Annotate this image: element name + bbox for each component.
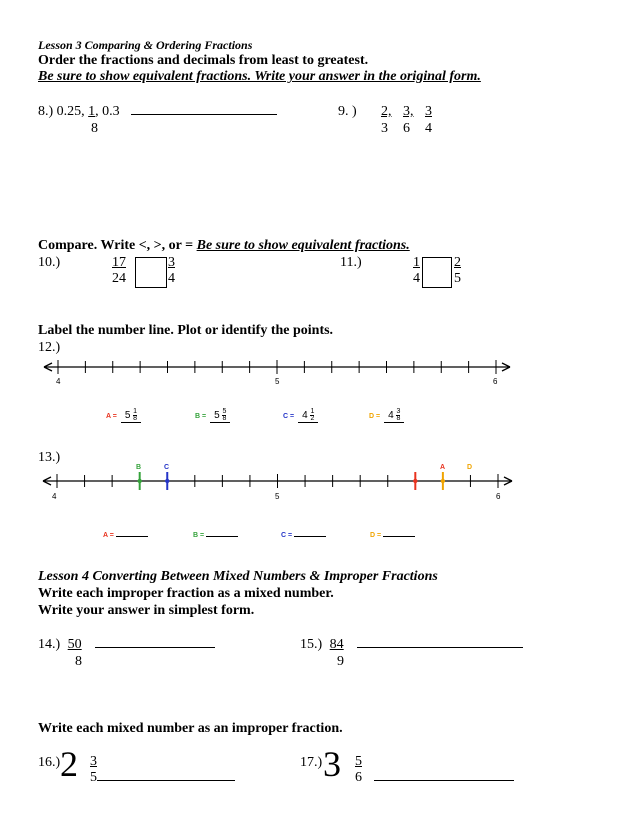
lesson3-note: Be sure to show equivalent fractions. Write your answer in the original form. [38, 69, 481, 84]
numberline-heading: Label the number line. Plot or identify the points. [38, 323, 334, 338]
q11-left-numerator: 1 [413, 255, 420, 270]
q12-label: 12.) [38, 340, 61, 355]
q10-left-numerator: 17 [112, 255, 126, 270]
q13-point-b-label: B [136, 464, 142, 471]
q12-tick-6: 6 [493, 377, 498, 386]
q12-answer-a-whole: 5 [124, 410, 131, 421]
q13-tick-4: 4 [52, 492, 57, 501]
q8-text-b: , 0.3 [95, 104, 120, 119]
q15-answer-blank[interactable] [357, 647, 523, 648]
q17-answer-area [374, 770, 514, 786]
q16-label: 16.) [38, 755, 61, 770]
q13-tick-6: 6 [496, 492, 501, 501]
q11-right-numerator: 2 [454, 255, 461, 270]
q13-point-d-label: D [467, 464, 473, 471]
q14-label: 14.) [38, 637, 61, 652]
q13-answer-d [370, 524, 415, 542]
q9-num-2: 3, [403, 104, 414, 119]
q13-answer-d-letter: D = [370, 532, 382, 539]
q9-den-1: 3 [381, 121, 388, 136]
q17-numerator: 5 [355, 754, 362, 769]
q13-point-c-label: C [164, 464, 170, 471]
q13-tick-5: 5 [275, 492, 280, 501]
q10-left-denominator: 24 [112, 271, 126, 286]
q12-answer-b-den: 8 [222, 414, 227, 422]
q12-answer-d-whole: 4 [388, 410, 394, 421]
q15-denominator: 9 [337, 654, 344, 669]
q12-answer-d [369, 405, 404, 423]
q15-numerator: 84 [329, 637, 344, 652]
q16-denominator-text: 5 [90, 770, 97, 785]
q11-right-denominator: 5 [454, 271, 461, 286]
q11-left-denominator: 4 [413, 271, 420, 286]
q16-whole: 2 [60, 744, 78, 784]
q14-denominator: 8 [75, 654, 82, 669]
q12-answer-a-den: 8 [133, 414, 138, 422]
q12-answer-c-whole: 4 [302, 410, 308, 421]
q15-label: 15.) [300, 637, 323, 652]
q10-right-numerator: 3 [168, 255, 175, 270]
q12-answer-c [283, 405, 318, 423]
compare-note: Be sure to show equivalent fractions. [196, 238, 410, 253]
q12-answer-b-num: 5 [222, 407, 227, 415]
q12-number-line [44, 360, 510, 374]
q13-answer-a-blank[interactable] [116, 536, 148, 537]
q13-point-c-dot [165, 479, 169, 483]
q14 [38, 637, 215, 653]
q12-answer-d-fraction [396, 409, 400, 422]
q12-answer-b-fraction [222, 409, 226, 422]
q16-numerator: 3 [90, 754, 97, 769]
q8-fraction-numerator: 1 [88, 104, 96, 119]
lesson3-instruction: Order the fractions and decimals from least to greatest. [38, 53, 369, 68]
q12-answer-a-num: 1 [133, 407, 138, 415]
q12-answer-d-den: 8 [396, 414, 401, 422]
q13-point-a-label: A [440, 464, 446, 471]
q13-answer-b-letter: B = [193, 532, 205, 539]
q9-label: 9. ) [338, 104, 357, 119]
lesson4-instruction-1: Write each improper fraction as a mixed number. [38, 586, 334, 601]
q12-answer-b-letter: B = [195, 413, 207, 420]
q8-text-a: 0.25, [56, 104, 85, 119]
q17-label: 17.) [300, 755, 323, 770]
q14-answer-blank[interactable] [95, 647, 215, 648]
lesson4-instruction-2: Write your answer in simplest form. [38, 603, 255, 618]
q12-answer-a [106, 405, 141, 423]
q13-point-a-dot [413, 479, 417, 483]
lesson4-instruction-3: Write each mixed number as an improper fraction. [38, 721, 343, 736]
q14-numerator: 50 [67, 637, 82, 652]
q13-answer-b [193, 524, 238, 542]
q11-label: 11.) [340, 255, 362, 270]
q17-whole: 3 [323, 744, 341, 784]
q13-point-b-dot [137, 479, 141, 483]
q12-answer-b-value [210, 409, 230, 423]
q13-label: 13.) [38, 450, 61, 465]
q9-num-1: 2, [381, 104, 392, 119]
q12-answer-d-letter: D = [369, 413, 381, 420]
q13-answer-a [103, 524, 148, 542]
q13-point-d-dot [441, 479, 445, 483]
q12-answer-c-value [298, 409, 318, 423]
q9-den-2: 6 [403, 121, 410, 136]
q9-den-3: 4 [425, 121, 432, 136]
q8-label: 8.) [38, 104, 54, 119]
q8-fraction-denominator: 8 [91, 121, 98, 136]
q12-answer-c-num: 1 [310, 407, 315, 415]
q12-tick-4: 4 [56, 377, 61, 386]
q13-answer-d-blank[interactable] [383, 536, 415, 537]
compare-heading: Compare. Write <, >, or = [38, 238, 197, 253]
q16-denominator [90, 770, 235, 786]
q13-answer-a-letter: A = [103, 532, 114, 539]
lesson3-title: Lesson 3 Comparing & Ordering Fractions [38, 38, 253, 52]
q12-answer-d-value [384, 409, 404, 423]
q12-answer-a-fraction [133, 409, 137, 422]
q17-answer-blank[interactable] [374, 780, 514, 781]
q12-answer-a-value [121, 409, 141, 423]
q12-tick-5: 5 [275, 377, 280, 386]
lesson4-title: Lesson 4 Converting Between Mixed Numbers & Improper Fractions [38, 569, 438, 584]
q9-num-3: 3 [425, 104, 432, 119]
q15 [300, 637, 523, 653]
q12-answer-c-fraction [310, 409, 314, 422]
q12-answer-d-num: 3 [396, 407, 401, 415]
q12-answer-c-letter: C = [283, 413, 295, 420]
q13-answer-c-blank[interactable] [294, 536, 326, 537]
q12-answer-a-letter: A = [106, 413, 117, 420]
q17-denominator: 6 [355, 770, 362, 785]
q13-answer-b-blank[interactable] [206, 536, 238, 537]
q12-answer-b [195, 405, 230, 423]
q16-answer-blank[interactable] [97, 780, 235, 781]
q10-right-denominator: 4 [168, 271, 175, 286]
q13-answer-c [281, 524, 326, 542]
q13-number-line [43, 472, 512, 490]
q10-label: 10.) [38, 255, 61, 270]
q13-answer-c-letter: C = [281, 532, 293, 539]
q12-answer-b-whole: 5 [214, 410, 220, 421]
q12-answer-c-den: 2 [310, 414, 315, 422]
